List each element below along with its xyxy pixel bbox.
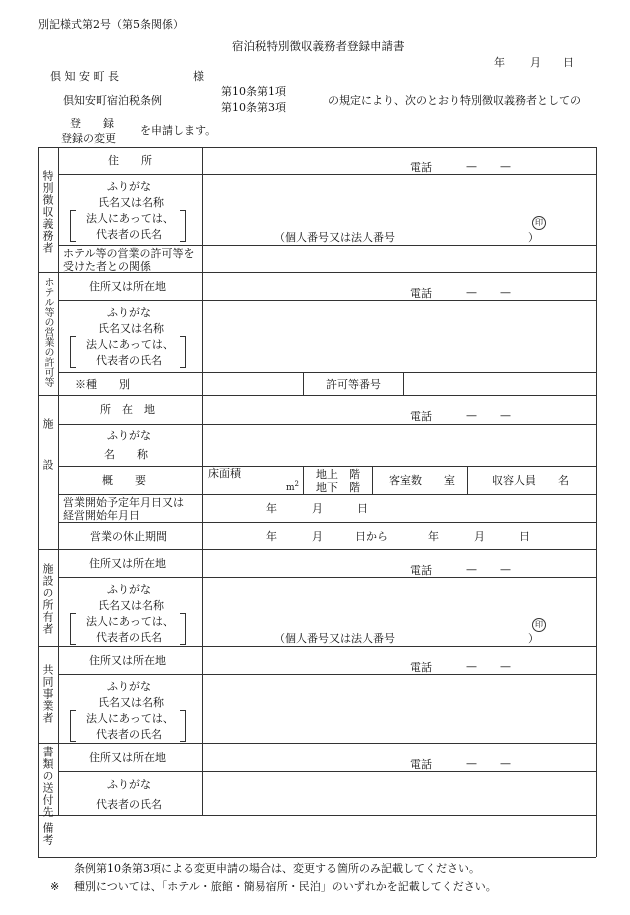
intro-text: の規定により、次のとおり特別徴収義務者としての xyxy=(328,94,581,107)
suspension-year-2: 年 xyxy=(428,530,439,543)
date-month: 月 xyxy=(530,56,541,69)
section-heading-owner: 施設の所有者 xyxy=(41,563,54,635)
collector-id-close: ） xyxy=(528,231,539,244)
capacity-label: 収容人員 名 xyxy=(492,474,569,487)
registration-change-label: 登録の変更 xyxy=(61,132,116,145)
collector-address-label: 住 所 xyxy=(108,154,152,167)
collector-name-label: 氏名又は名称 xyxy=(98,196,164,209)
facility-location-label: 所 在 地 xyxy=(100,403,155,416)
owner-rep-label: 代表者の氏名 xyxy=(96,631,162,644)
business-start-label-2: 経営開始年月日 xyxy=(63,509,140,522)
owner-address-label: 住所又は所在地 xyxy=(89,557,166,570)
permit-rep-label: 代表者の氏名 xyxy=(96,354,162,367)
owner-phone-dash1: — xyxy=(466,563,477,576)
suspension-month-2: 月 xyxy=(474,530,485,543)
below-ground-label: 地下 階 xyxy=(316,481,360,494)
article-1: 第10条第1項 xyxy=(221,85,286,98)
collector-seal: 印 xyxy=(532,216,546,230)
joint-phone-dash1: — xyxy=(466,660,477,673)
room-count-label: 客室数 室 xyxy=(389,474,455,487)
floor-area-unit: $m^2$ xyxy=(286,480,300,493)
permit-phone-label: 電話 xyxy=(410,287,432,300)
facility-phone-dash2: — xyxy=(500,409,511,422)
business-start-label-1: 営業開始予定年月日又は xyxy=(63,496,184,509)
section-heading-delivery: 書類の送付先 xyxy=(41,746,54,818)
article-2: 第10条第3項 xyxy=(221,101,286,114)
permit-phone-dash1: — xyxy=(466,286,477,299)
joint-corp-label: 法人にあっては、 xyxy=(86,712,174,725)
permit-address-label: 住所又は所在地 xyxy=(89,280,166,293)
collector-phone-dash2: — xyxy=(500,160,511,173)
start-day: 日 xyxy=(357,502,368,515)
owner-phone-label: 電話 xyxy=(410,564,432,577)
addressee-suffix: 様 xyxy=(193,70,204,83)
section-heading-collector: 特別徴収義務者 xyxy=(41,170,54,254)
floor-area-label: 床面積 xyxy=(208,467,241,480)
facility-phone-dash1: — xyxy=(466,409,477,422)
permit-type-label: ※種 別 xyxy=(75,378,130,391)
note-1: 条例第10条第3項による変更申請の場合は、変更する箇所のみ記載してください。 xyxy=(74,862,480,875)
suspension-year-1: 年 xyxy=(266,530,277,543)
permit-name-label: 氏名又は名称 xyxy=(98,322,164,335)
joint-name-label: 氏名又は名称 xyxy=(98,696,164,709)
ordinance-name: 倶知安町宿泊税条例 xyxy=(63,94,162,107)
owner-corp-label: 法人にあっては、 xyxy=(86,615,174,628)
owner-furigana-label: ふりがな xyxy=(107,583,151,596)
delivery-phone-dash2: — xyxy=(500,757,511,770)
permit-phone-dash2: — xyxy=(500,286,511,299)
note-mark: ※ xyxy=(50,880,60,893)
start-month: 月 xyxy=(312,502,323,515)
owner-id-label: （個人番号又は法人番号 xyxy=(274,632,395,645)
apply-text: を申請します。 xyxy=(140,124,217,137)
date-year: 年 xyxy=(494,56,505,69)
permit-furigana-label: ふりがな xyxy=(107,306,151,319)
joint-phone-dash2: — xyxy=(500,660,511,673)
facility-name-label: 名 称 xyxy=(104,448,148,461)
collector-phone-dash1: — xyxy=(466,160,477,173)
suspension-month-1: 月 xyxy=(312,530,323,543)
section-heading-joint: 共同事業者 xyxy=(41,664,54,724)
joint-rep-label: 代表者の氏名 xyxy=(96,728,162,741)
delivery-address-label: 住所又は所在地 xyxy=(89,751,166,764)
joint-address-label: 住所又は所在地 xyxy=(89,654,166,667)
start-year: 年 xyxy=(266,502,277,515)
form-number: 別記様式第2号（第5条関係） xyxy=(38,18,184,31)
collector-corp-label: 法人にあっては、 xyxy=(86,212,174,225)
note-2: 種別については、「ホテル・旅館・簡易宿所・民泊」のいずれかを記載してください。 xyxy=(74,880,497,893)
above-ground-label: 地上 階 xyxy=(316,468,360,481)
suspension-from: 日から xyxy=(355,530,388,543)
facility-phone-label: 電話 xyxy=(410,410,432,423)
owner-id-close: ） xyxy=(528,632,539,645)
joint-phone-label: 電話 xyxy=(410,661,432,674)
owner-name-label: 氏名又は名称 xyxy=(98,599,164,612)
collector-phone-label: 電話 xyxy=(410,161,432,174)
section-heading-permit: ホテル等の営業の許可等 xyxy=(42,277,53,387)
date-day: 日 xyxy=(563,56,574,69)
delivery-phone-dash1: — xyxy=(466,757,477,770)
owner-seal: 印 xyxy=(532,618,546,632)
owner-phone-dash2: — xyxy=(500,563,511,576)
collector-rep-label: 代表者の氏名 xyxy=(96,228,162,241)
joint-furigana-label: ふりがな xyxy=(107,680,151,693)
facility-furigana-label: ふりがな xyxy=(107,429,151,442)
section-heading-remarks: 備考 xyxy=(41,822,54,846)
registration-label: 登 録 xyxy=(70,117,114,130)
suspension-label: 営業の休止期間 xyxy=(90,530,167,543)
delivery-phone-label: 電話 xyxy=(410,758,432,771)
suspension-day-2: 日 xyxy=(519,530,530,543)
collector-id-label: （個人番号又は法人番号 xyxy=(274,231,395,244)
collector-relation-label: ホテル等の営業の許可等を受けた者との関係 xyxy=(63,247,195,273)
permit-number-label: 許可等番号 xyxy=(326,378,381,391)
permit-corp-label: 法人にあっては、 xyxy=(86,338,174,351)
collector-furigana-label: ふりがな xyxy=(107,180,151,193)
addressee: 倶 知 安 町 長 xyxy=(50,70,119,83)
delivery-rep-label: 代表者の氏名 xyxy=(96,798,162,811)
delivery-furigana-label: ふりがな xyxy=(107,778,151,791)
section-heading-facility: 施設 xyxy=(41,418,54,500)
facility-overview-label: 概 要 xyxy=(102,474,146,487)
page-title: 宿泊税特別徴収義務者登録申請書 xyxy=(232,39,405,53)
